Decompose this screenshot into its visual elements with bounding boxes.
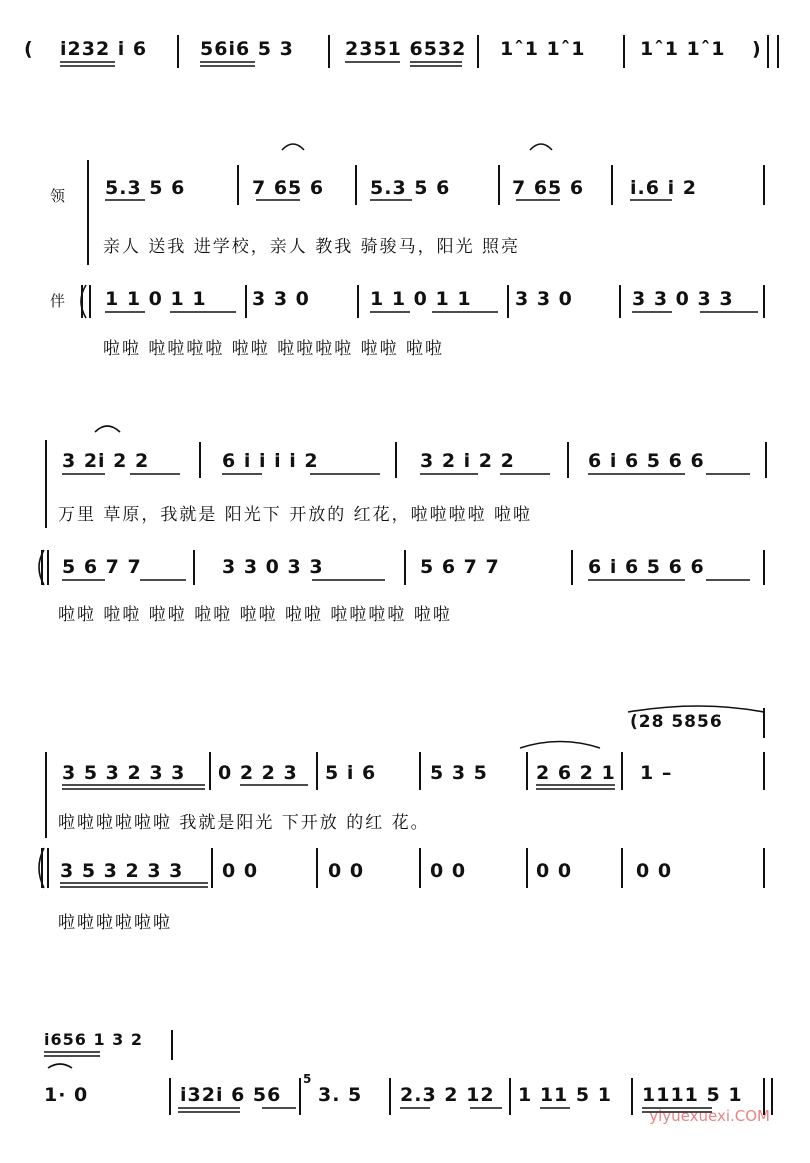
lead-measure: 7 65 6 bbox=[252, 177, 325, 199]
accomp-measure: 3 3 0 bbox=[252, 288, 310, 310]
intro-close-paren: ) bbox=[752, 38, 762, 60]
accomp-measure: 5 6 7 7 bbox=[420, 556, 500, 578]
measure: 1 11 5 1 bbox=[518, 1084, 612, 1106]
accomp-measure: 3 3 0 3 3 bbox=[222, 556, 324, 578]
intro-measure-5: 1ˆ1 1ˆ1 bbox=[640, 38, 726, 60]
intro-measure-4: 1ˆ1 1ˆ1 bbox=[500, 38, 586, 60]
lead-label: 领 bbox=[50, 187, 66, 205]
measure: 1· 0 bbox=[44, 1084, 89, 1106]
accomp-measure: 6 i 6 5 6 6 bbox=[588, 556, 705, 578]
lead-measure: 3 2i 2 2 bbox=[62, 450, 150, 472]
lead-measure: 2 6 2 1 bbox=[536, 762, 616, 784]
paren-notes: (28 5856 bbox=[630, 712, 723, 732]
lead-lyrics: 啦啦啦啦啦啦 我就是阳光 下开放 的红 花。 bbox=[58, 813, 430, 833]
accomp-measure: 5 6 7 7 bbox=[62, 556, 142, 578]
lead-measure: 5 i 6 bbox=[325, 762, 377, 784]
lead-measure: 3 2 i 2 2 bbox=[420, 450, 515, 472]
accomp-measure: 3 3 0 3 3 bbox=[632, 288, 734, 310]
lead-measure: 5 3 5 bbox=[430, 762, 488, 784]
upper-notes: i656 1 3 2 bbox=[44, 1030, 143, 1049]
accomp-measure: 0 0 bbox=[536, 860, 573, 882]
accomp-lyrics: 啦啦 啦啦 啦啦 啦啦 啦啦 啦啦 啦啦啦啦 啦啦 bbox=[58, 605, 452, 625]
intro-measure-1: i232 i 6 bbox=[60, 38, 148, 60]
accomp-measure: 0 0 bbox=[328, 860, 365, 882]
lead-measure: 5.3 5 6 bbox=[105, 177, 186, 199]
intro-measure-2: 56i6 5 3 bbox=[200, 38, 294, 60]
intro-measure-3: 2351 6532 bbox=[345, 38, 467, 60]
lead-measure: 6 i i i i 2 bbox=[222, 450, 319, 472]
accomp-measure: 0 0 bbox=[430, 860, 467, 882]
lead-measure: i.6 i 2 bbox=[630, 177, 697, 199]
lead-measure: 0 2 2 3 bbox=[218, 762, 298, 784]
measure: 1111 5 1 bbox=[642, 1084, 743, 1106]
accomp-measure: 1 1 0 1 1 bbox=[105, 288, 207, 310]
accomp-measure: 3 5 3 2 3 3 bbox=[60, 860, 184, 882]
lead-measure: 5.3 5 6 bbox=[370, 177, 451, 199]
accomp-measure: 1 1 0 1 1 bbox=[370, 288, 472, 310]
accomp-lyrics: 啦啦 啦啦啦啦 啦啦 啦啦啦啦 啦啦 啦啦 bbox=[103, 339, 445, 359]
lead-measure: 3 5 3 2 3 3 bbox=[62, 762, 186, 784]
intro-open-paren: ( bbox=[24, 38, 34, 60]
accomp-measure: 3 3 0 bbox=[515, 288, 573, 310]
accomp-lyrics: 啦啦啦啦啦啦 bbox=[58, 913, 172, 933]
lead-measure: 6 i 6 5 6 6 bbox=[588, 450, 705, 472]
lead-measure: 7 65 6 bbox=[512, 177, 585, 199]
measure: 3. 5 bbox=[318, 1084, 363, 1106]
accomp-measure: 0 0 bbox=[636, 860, 673, 882]
lead-measure: 1 – bbox=[640, 762, 673, 784]
lead-lyrics: 万里 草原，我就是 阳光下 开放的 红花，啦啦啦啦 啦啦 bbox=[58, 505, 533, 525]
measure: 2.3 2 12 bbox=[400, 1084, 495, 1106]
measure: i32i 6 56 bbox=[180, 1084, 282, 1106]
accomp-measure: 0 0 bbox=[222, 860, 259, 882]
watermark: yiyuexuexi.COM bbox=[649, 1107, 770, 1125]
accompaniment-label: 伴 bbox=[50, 292, 66, 310]
lead-lyrics: 亲人 送我 进学校，亲人 教我 骑骏马，阳光 照亮 bbox=[103, 237, 521, 257]
grace-note: 5 bbox=[303, 1072, 313, 1086]
